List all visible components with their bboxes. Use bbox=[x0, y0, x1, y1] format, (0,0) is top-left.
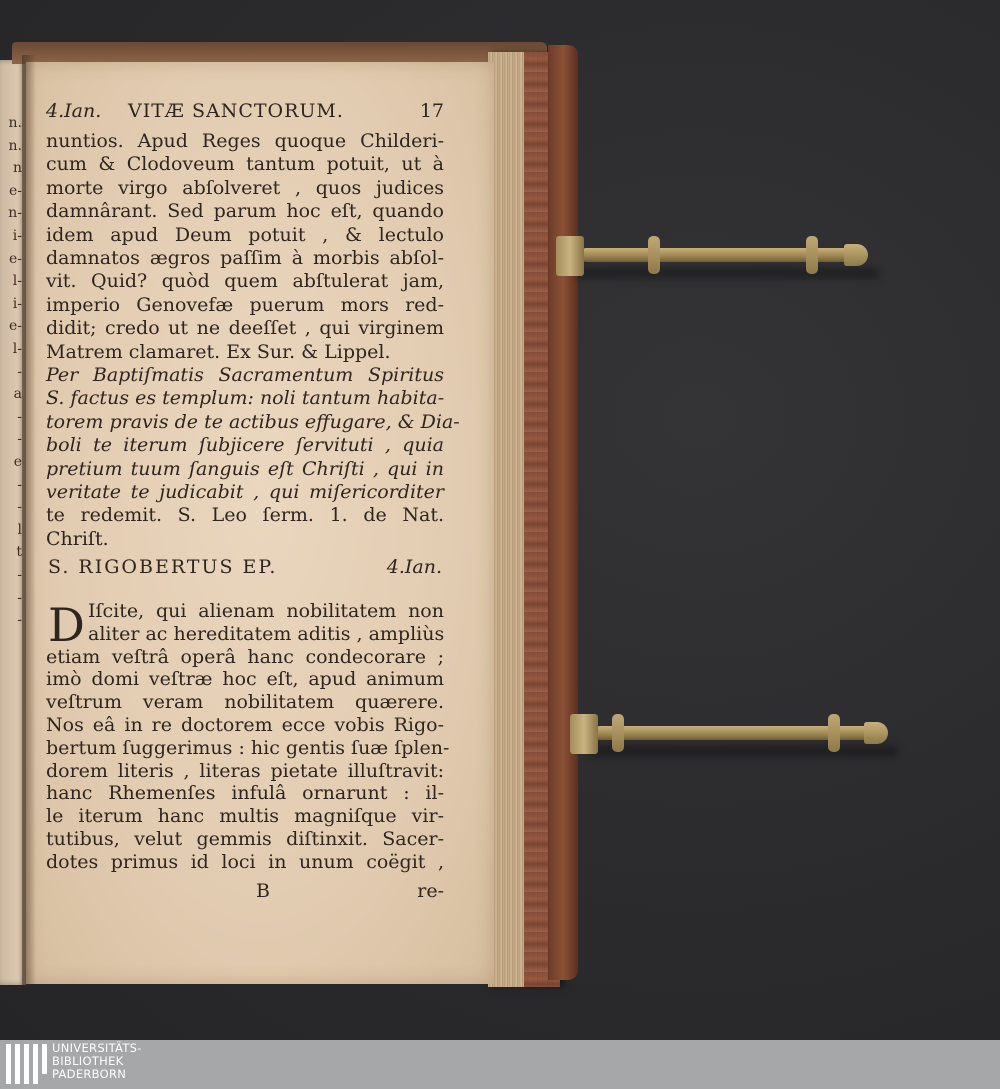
previous-page-line-fragment: e- bbox=[8, 182, 22, 199]
text-line: damnatos ægros paſſim à morbis abſol- bbox=[46, 247, 444, 269]
previous-page-line-fragment: n. bbox=[8, 137, 22, 154]
text-line: Chriſt. bbox=[46, 527, 109, 550]
library-columns-logo-icon bbox=[6, 1044, 46, 1084]
body-text-line: dorem literis , literas pietate illuſtravit: bbox=[46, 759, 444, 782]
previous-page-line-fragment: a bbox=[13, 386, 22, 403]
section-heading bbox=[48, 556, 442, 578]
book-cover-top bbox=[12, 42, 547, 64]
text-line: veritate te judicabit , qui miſericorditer bbox=[46, 481, 444, 503]
body-text-line: bertum ſuggerimus : hic gentis ſuæ ſplen- bbox=[46, 736, 450, 759]
text-line: torem pravis de te actibus effugare, & Dia- bbox=[46, 410, 460, 433]
text-line: morte virgo abſolveret , quos judices bbox=[46, 176, 444, 199]
section-title: S. RIGOBERTUS EP. bbox=[48, 556, 278, 578]
spine-gutter-shadow bbox=[22, 55, 36, 985]
body-text-line: etiam veſtrâ operâ hanc condecorare ; bbox=[46, 645, 444, 668]
text-line: te redemit. S. Leo ſerm. 1. de Nat. bbox=[46, 504, 444, 527]
body-text-line: Nos eâ in re doctorem ecce vobis Rigo- bbox=[46, 714, 444, 736]
previous-page-line-fragment: - bbox=[17, 476, 22, 493]
running-head-title: VITÆ SANCTORUM. bbox=[128, 100, 344, 122]
previous-page-line-fragment: - bbox=[17, 408, 22, 425]
book-back-board bbox=[548, 45, 578, 980]
previous-page-line-fragment: e bbox=[13, 454, 22, 470]
text-line: nuntios. Apud Reges quoque Childeri- bbox=[46, 130, 444, 152]
previous-page-line-fragment: - bbox=[17, 363, 22, 380]
text-line: S. factus es templum: noli tantum habita- bbox=[46, 387, 445, 410]
previous-page-line-fragment: e- bbox=[8, 318, 22, 335]
previous-page-line-fragment: t bbox=[16, 544, 22, 561]
previous-page-line-fragment: - bbox=[17, 612, 22, 629]
text-line: idem apud Deum potuit , & lectulo bbox=[46, 223, 444, 246]
body-text-line: Iſcite, qui alienam nobilitatem non bbox=[88, 600, 444, 622]
previous-page-line-fragment: - bbox=[17, 431, 22, 448]
page-footer bbox=[46, 880, 444, 904]
library-name-line: PADERBORN bbox=[52, 1067, 127, 1081]
previous-page-line-fragment: - bbox=[17, 589, 22, 606]
body-text-line: aliter ac hereditatem aditis , ampliùs bbox=[88, 622, 445, 645]
signature-mark: B bbox=[256, 880, 270, 902]
running-head-date: 4.Ian. bbox=[46, 100, 102, 122]
upper-clasp bbox=[556, 240, 878, 270]
previous-page-line-fragment: - bbox=[17, 567, 22, 583]
previous-page-line-fragment: - bbox=[17, 499, 22, 516]
library-footer-bar bbox=[0, 1040, 1000, 1089]
previous-page-line-fragment: n- bbox=[8, 205, 22, 222]
text-line: boli te iterum ſubjicere ſervituti , quia bbox=[46, 434, 444, 457]
previous-page-line-fragment: n bbox=[12, 160, 22, 177]
body-text-line: le iterum hanc multis magniſque vir- bbox=[46, 805, 444, 828]
body-text-line: veſtrum veram nobilitatem quærere. bbox=[46, 691, 444, 714]
previous-page-line-fragment: l- bbox=[12, 341, 22, 357]
catchword: re- bbox=[417, 880, 444, 902]
text-line: pretium tuum ſanguis eſt Chriſti , qui in bbox=[46, 457, 444, 480]
previous-page-line-fragment: e- bbox=[8, 250, 22, 267]
text-line: vit. Quid? quòd quem abſtulerat jam, bbox=[46, 270, 444, 293]
body-text-line: imò domi veſtræ hoc eſt, apud animum bbox=[46, 668, 444, 691]
previous-page-line-fragment: i- bbox=[12, 295, 22, 312]
body-text-line: hanc Rhemenſes infulâ ornarunt : il- bbox=[46, 782, 444, 805]
text-line: Per Baptiſmatis Sacramentum Spiritus bbox=[46, 364, 444, 386]
body-text-line: tutibus, velut gemmis diſtinxit. Sacer- bbox=[46, 828, 444, 850]
lower-clasp bbox=[570, 718, 898, 748]
book-page-17 bbox=[26, 62, 494, 984]
library-name bbox=[52, 1042, 142, 1081]
text-line: Matrem clamaret. Ex Sur. & Lippel. bbox=[46, 340, 391, 363]
body-text-line: dotes primus id loci in unum coëgit , bbox=[46, 850, 444, 873]
previous-page-line-fragment: n. bbox=[8, 115, 22, 131]
text-line: imperio Genovefæ puerum mors red- bbox=[46, 293, 444, 316]
previous-page-line-fragment: i- bbox=[12, 228, 22, 244]
drop-cap-initial: D bbox=[48, 598, 85, 652]
section-date: 4.Ian. bbox=[386, 556, 442, 578]
text-line: didit; credo ut ne deeſſet , qui virginem bbox=[46, 317, 444, 340]
page-number: 17 bbox=[419, 100, 444, 122]
text-line: damnârant. Sed parum hoc eſt, quando bbox=[46, 200, 444, 223]
library-name-line: UNIVERSITÄTS- bbox=[52, 1041, 142, 1055]
text-line: cum & Clodoveum tantum potuit, ut à bbox=[46, 153, 444, 176]
library-name-line: BIBLIOTHEK bbox=[52, 1054, 124, 1068]
previous-page-line-fragment: l bbox=[17, 521, 22, 538]
previous-page-line-fragment: l- bbox=[12, 273, 22, 290]
